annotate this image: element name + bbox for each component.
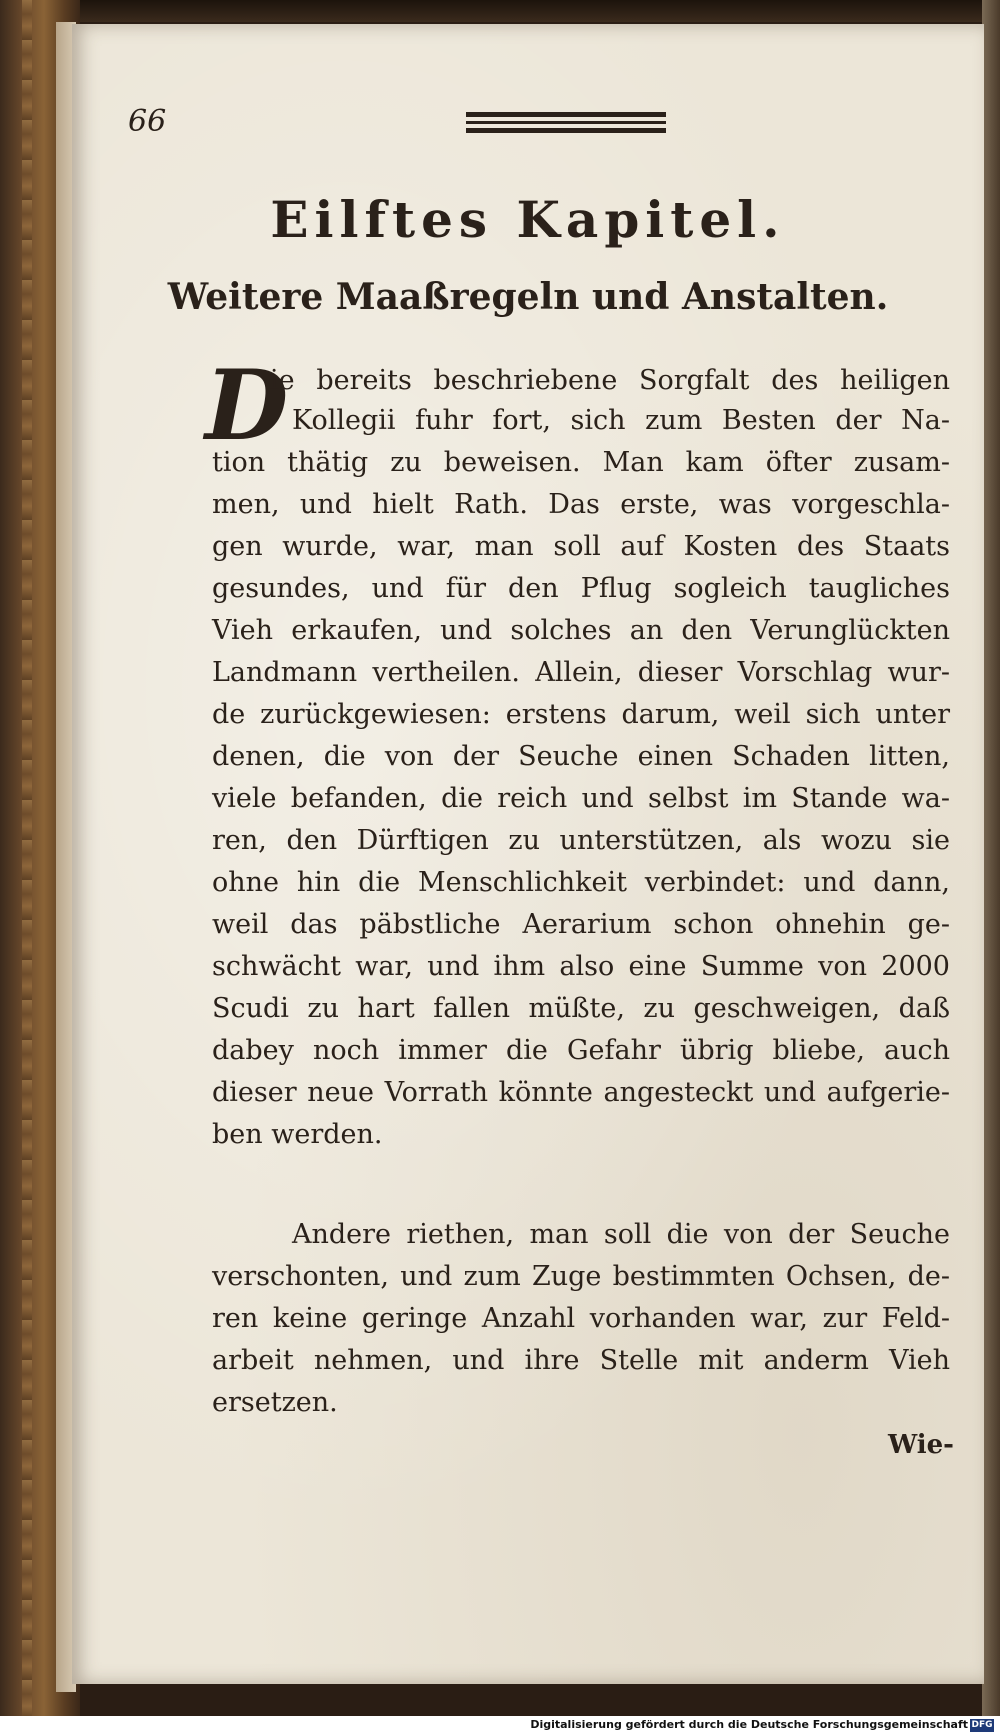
paragraph-line: tion thätig zu beweisen. Man kam öfter zusam- — [212, 447, 950, 478]
paragraph-line: dabey noch immer die Gefahr übrig bliebe, auch — [212, 1035, 950, 1066]
paragraph-line: ben werden. — [212, 1119, 383, 1150]
paragraph-line: Kollegii fuhr fort, sich zum Besten der Na- — [292, 405, 950, 436]
paragraph-line: verschonten, und zum Zuge bestimmten Ochsen, de- — [212, 1261, 950, 1292]
binding-texture — [22, 0, 32, 1736]
paragraph-line: ie bereits beschriebene Sorgfalt des heiligen — [270, 365, 950, 396]
paragraph-line: gen wurde, war, man soll auf Kosten des Staats — [212, 531, 950, 562]
paragraph-line: Landmann vertheilen. Allein, dieser Vorschlag wur- — [212, 657, 950, 688]
paragraph-line: schwächt war, und ihm also eine Summe von 2000 — [212, 951, 950, 982]
paragraph-line: viele befanden, die reich und selbst im Stande wa- — [212, 783, 950, 814]
paragraph-line: arbeit nehmen, und ihre Stelle mit anderm Vieh — [212, 1345, 950, 1376]
paragraph-line: denen, die von der Seuche einen Schaden litten, — [212, 741, 950, 772]
paragraph-line: weil das päbstliche Aerarium schon ohnehin ge- — [212, 909, 950, 940]
ornament-rule-top — [466, 112, 666, 117]
scan-top-edge — [0, 0, 1000, 22]
catchword: Wie- — [888, 1430, 954, 1460]
ornament-rule-bottom — [466, 128, 666, 133]
paragraph-line: ren, den Dürftigen zu unterstützen, als wozu sie — [212, 825, 950, 856]
footer-credit: Digitalisierung gefördert durch die Deutsche Forschungsgemeinschaft — [530, 1718, 968, 1731]
paragraph-line: ersetzen. — [212, 1387, 338, 1418]
paragraph-line: Andere riethen, man soll die von der Seuche — [292, 1219, 950, 1250]
page-number: 66 — [128, 104, 167, 139]
chapter-title: Eilftes Kapitel. — [270, 190, 786, 249]
chapter-subtitle: Weitere Maaßregeln und Anstalten. — [167, 276, 889, 318]
paragraph-line: gesundes, und für den Pflug sogleich taugliches — [212, 573, 950, 604]
paragraph-line: ren keine geringe Anzahl vorhanden war, zur Feld- — [212, 1303, 950, 1334]
paragraph-line: ohne hin die Menschlichkeit verbindet: und dann, — [212, 867, 950, 898]
drop-cap: D — [205, 349, 289, 462]
header-ornament — [466, 112, 666, 134]
dfg-logo: DFG — [971, 1720, 993, 1730]
ornament-rule-middle — [466, 121, 666, 124]
paragraph-line: Vieh erkaufen, und solches an den Verunglückten — [212, 615, 950, 646]
paragraph-line: de zurückgewiesen: erstens darum, weil sich unter — [212, 699, 950, 730]
paragraph-line: dieser neue Vorrath könnte angesteckt und aufgerie- — [212, 1077, 950, 1108]
scan-right-edge — [982, 0, 1000, 1736]
paragraph-line: Scudi zu hart fallen müßte, zu geschweigen, daß — [212, 993, 950, 1024]
paragraph-line: men, und hielt Rath. Das erste, was vorgeschla- — [212, 489, 950, 520]
